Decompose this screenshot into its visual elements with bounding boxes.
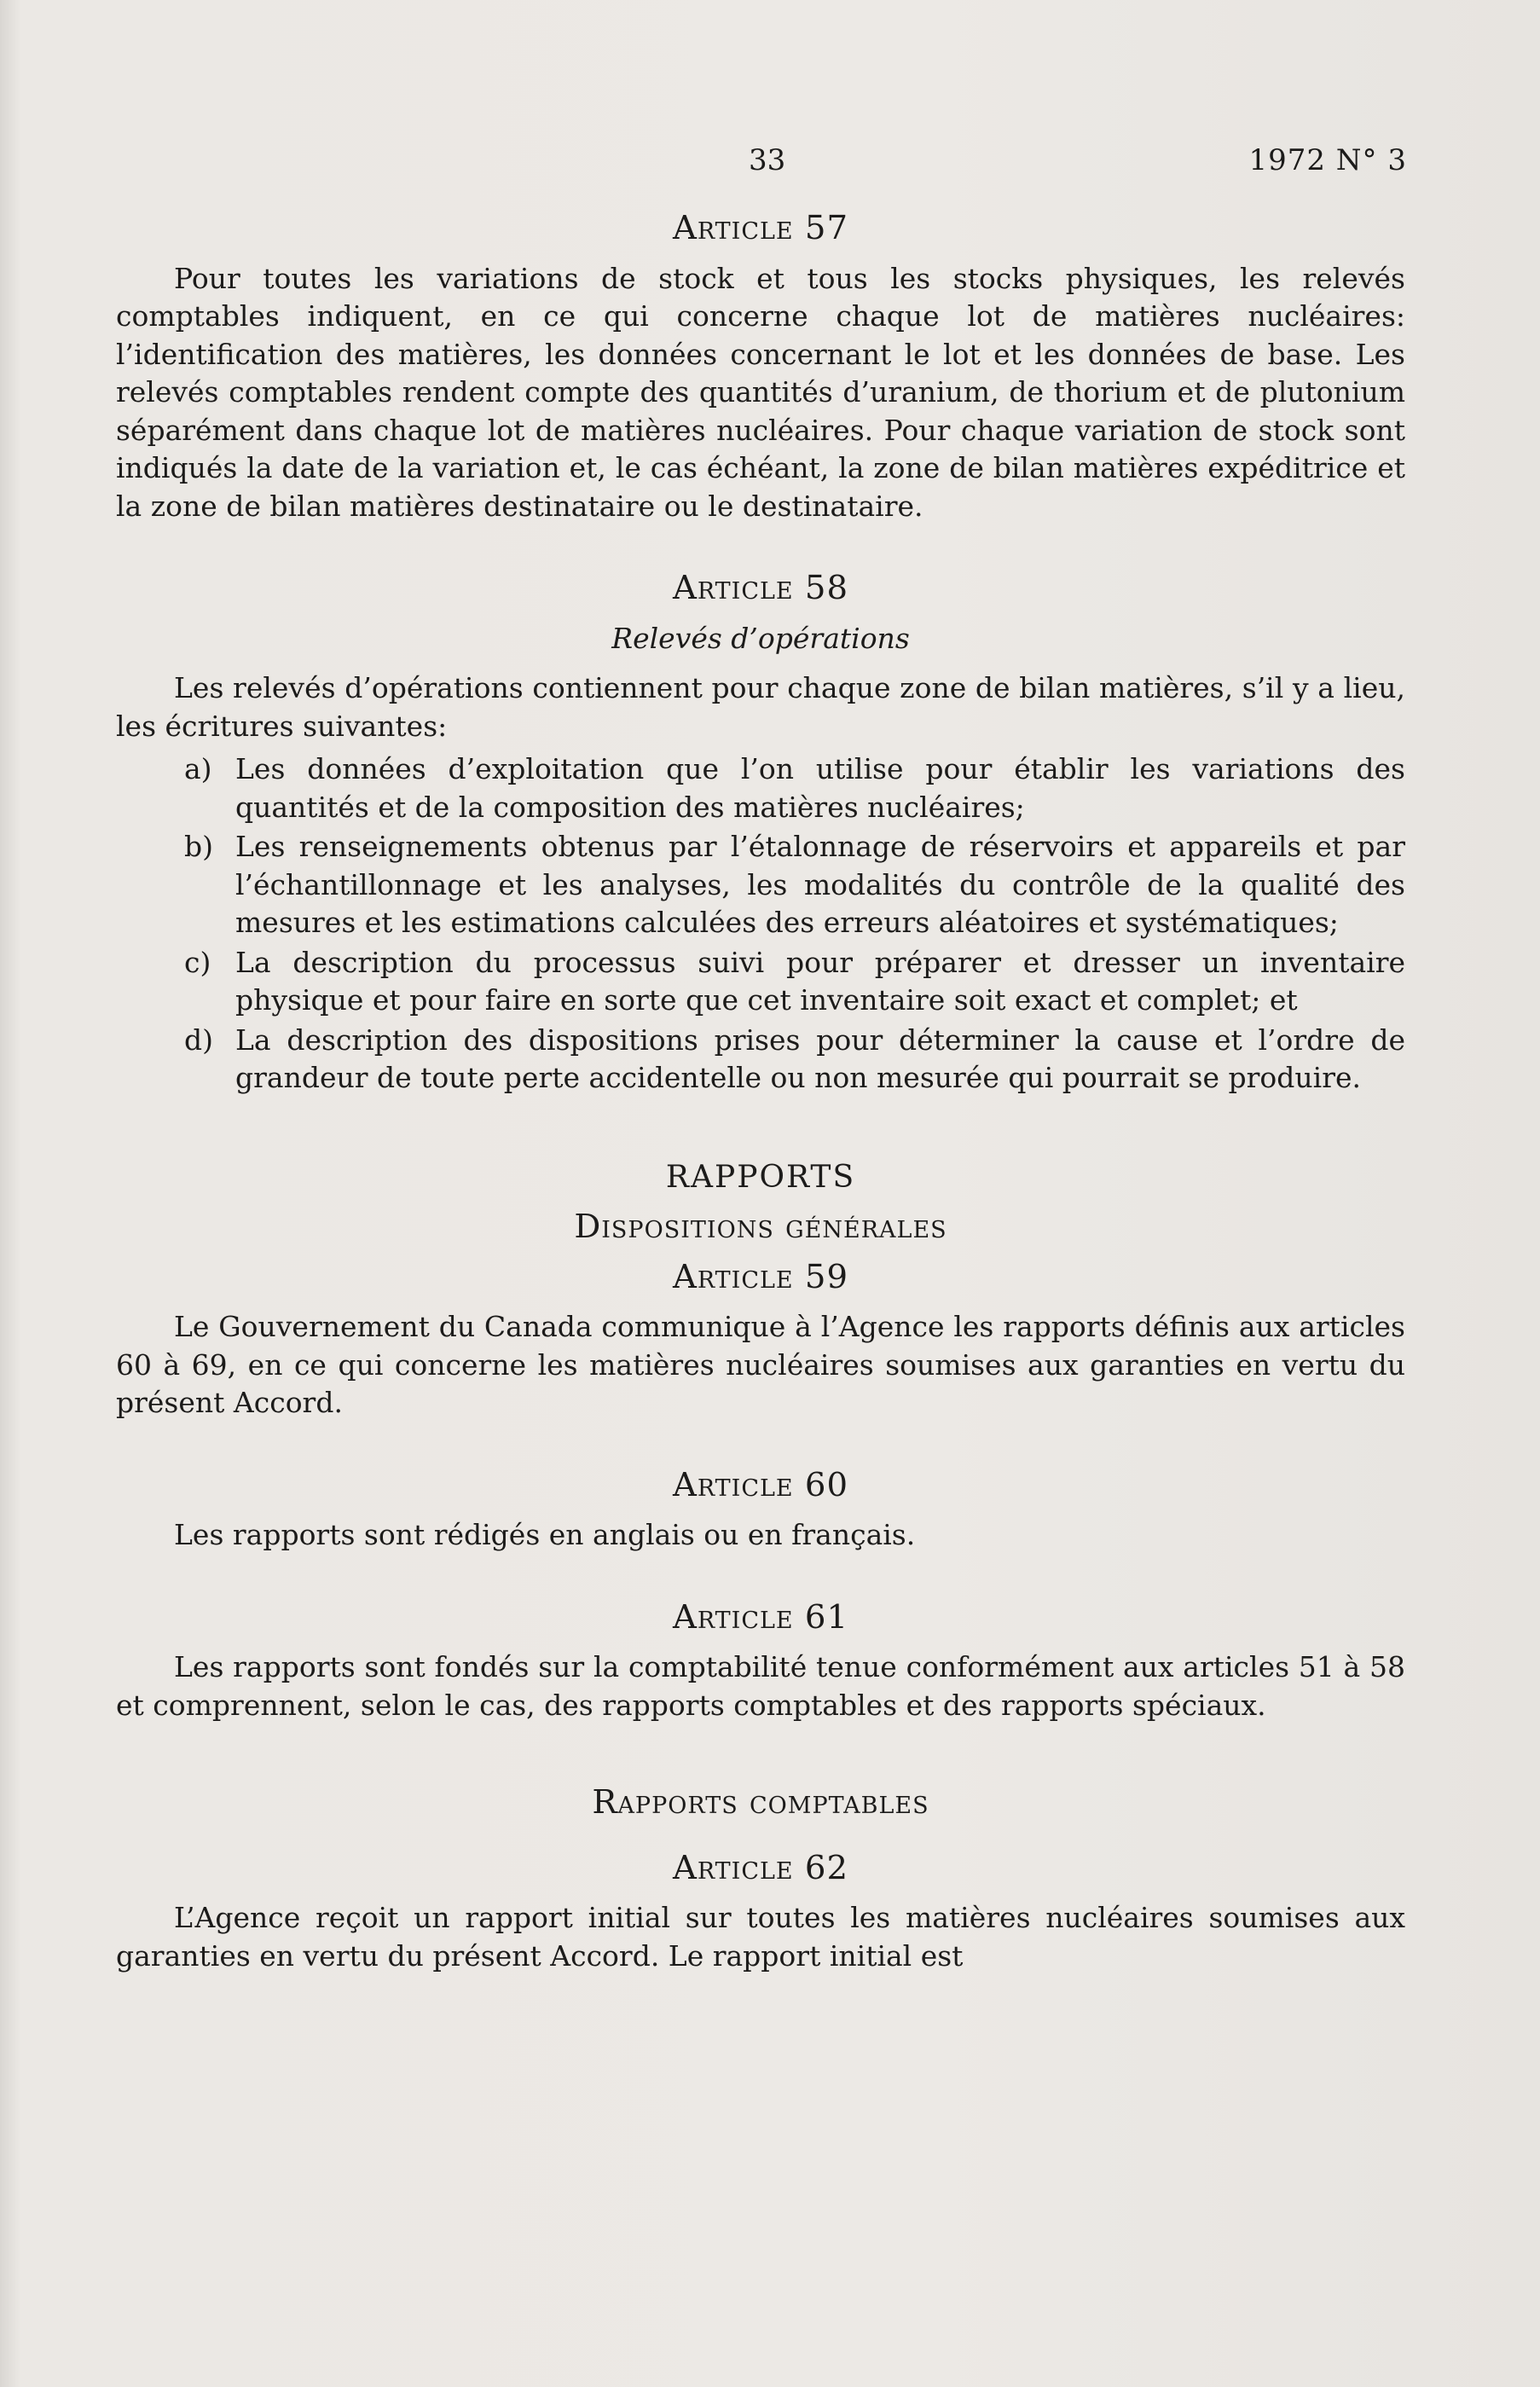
dispositions-generales-heading: Dispositions générales	[574, 1208, 947, 1246]
list-item-text: Les renseignements obtenus par l’étalonnage de réservoirs et appareils et par l’échantillonnage et les analyses, les modalités du contrôle de la qualité des mesures et les estimations calculées des erreurs aléatoires et systématiques;	[235, 830, 1405, 939]
page-number: 33	[749, 143, 786, 177]
article-58-intro: Les relevés d’opérations contiennent pour chaque zone de bilan matières, s’il y a lieu, les écritures suivantes:	[116, 671, 1405, 743]
article-61-heading: Article 61	[672, 1597, 849, 1637]
list-item-text: La description du processus suivi pour préparer et dresser un inventaire physique et pour faire en sorte que cet inventaire soit exact et complet; et	[235, 945, 1405, 1017]
article-62-text: L’Agence reçoit un rapport initial sur toutes les matières nucléaires soumises aux garanties en vertu du présent Accord. Le rapport initial est	[116, 1901, 1405, 1973]
article-57-text: Pour toutes les variations de stock et tous les stocks physiques, les relevés comptables indiquent, en ce qui concerne chaque lot de matières nucléaires: l’identification des matières, les données concernant le lot et les données de base. Les relevés comptables rendent compte des quantités d’uranium, de thorium et de plutonium séparément dans chaque lot de matières nucléaires. Pour chaque variation de stock sont indiqués la date de la variation et, le cas échéant, la zone de bilan matières expéditrice et la zone de bilan matières destinataire ou le destinataire.	[116, 261, 1405, 523]
list-item-label: b)	[184, 830, 213, 863]
article-60-heading: Article 60	[672, 1465, 849, 1504]
issue-number: 1972 N° 3	[1248, 143, 1407, 177]
article-58-heading: Article 58	[672, 569, 849, 607]
rapports-comptables-heading: Rapports comptables	[592, 1783, 929, 1822]
list-item-label: d)	[184, 1023, 213, 1057]
list-item	[116, 750, 1405, 826]
article-61-text: Les rapports sont fondés sur la comptabilité tenue conformément aux articles 51 à 58 et comprennent, selon le cas, des rapports comptables et des rapports spéciaux.	[116, 1650, 1405, 1722]
list-item-label: a)	[184, 752, 212, 785]
article-62-heading: Article 62	[672, 1848, 849, 1887]
list-item-text: Les données d’exploitation que l’on utilise pour établir les variations des quantités et de la composition des matières nucléaires;	[235, 752, 1405, 824]
rapports-heading: RAPPORTS	[665, 1159, 856, 1195]
page-content	[116, 210, 1405, 1975]
article-57-heading: Article 57	[672, 209, 849, 247]
article-58-subtitle: Relevés d’opérations	[611, 621, 910, 655]
list-item	[116, 1022, 1405, 1098]
list-item	[116, 944, 1405, 1020]
article-59-heading: Article 59	[672, 1257, 849, 1296]
page-header	[0, 143, 1540, 186]
list-item	[116, 828, 1405, 942]
article-60-text: Les rapports sont rédigés en anglais ou en français.	[174, 1518, 916, 1551]
article-58-list	[116, 750, 1405, 1098]
list-item-label: c)	[184, 945, 211, 979]
list-item-text: La description des dispositions prises pour déterminer la cause et l’ordre de grandeur de toute perte accidentelle ou non mesurée qui pourrait se produire.	[235, 1023, 1405, 1094]
article-59-text: Le Gouvernement du Canada communique à l’Agence les rapports définis aux articles 60 à 69, en ce qui concerne les matières nucléaires soumises aux garanties en vertu du présent Accord.	[116, 1310, 1405, 1419]
